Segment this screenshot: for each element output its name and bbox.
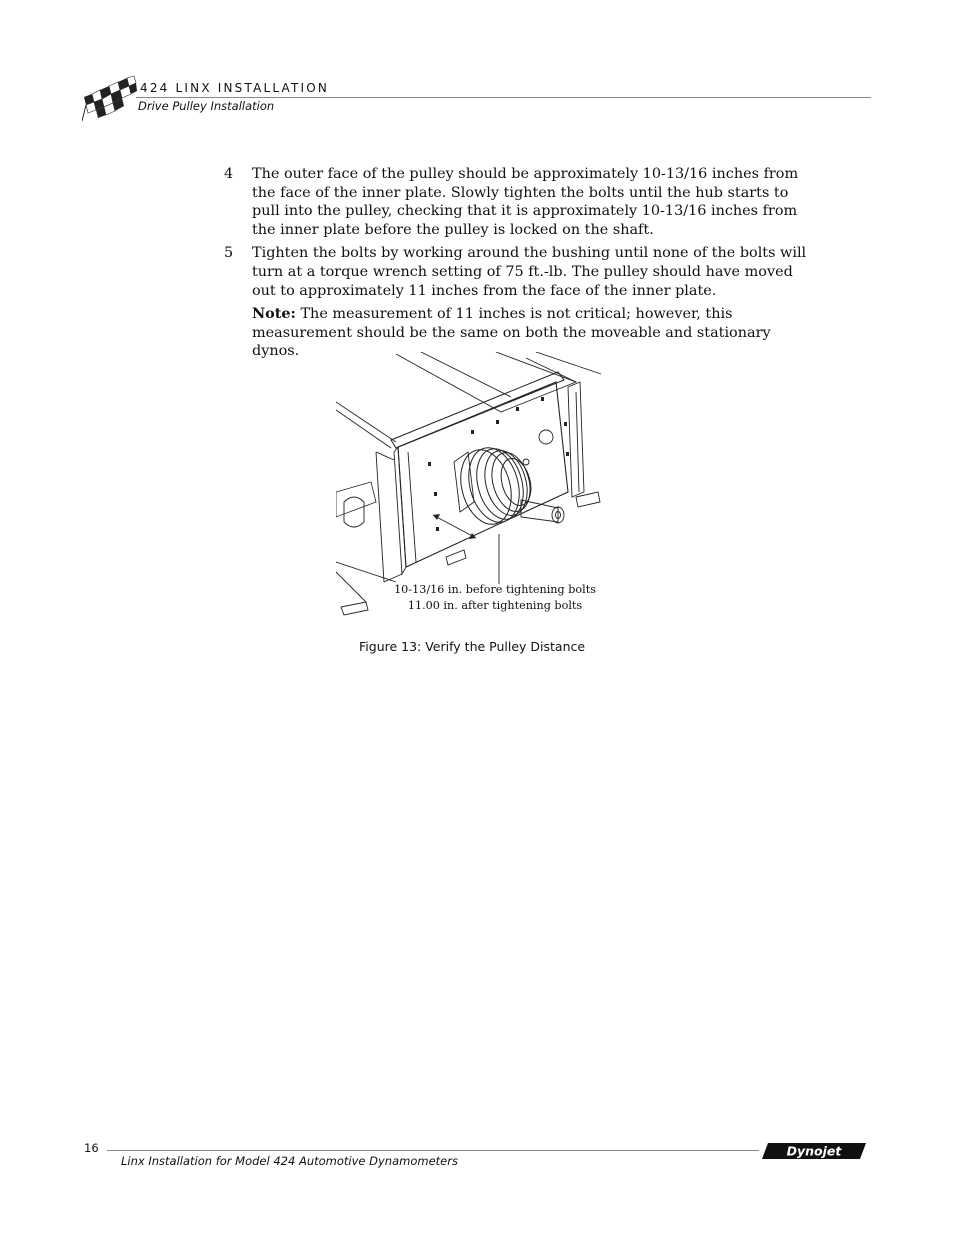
figure-caption: Figure 13: Verify the Pulley Distance: [359, 639, 586, 654]
figure-callout-after: 11.00 in. after tightening bolts: [407, 599, 583, 612]
footer-text: Linx Installation for Model 424 Automotive Dynamometers: [121, 1154, 458, 1168]
checkered-flag-logo: [82, 75, 138, 121]
page-number: 16: [84, 1141, 99, 1155]
step-number: 4: [224, 166, 234, 182]
footer-rule: [107, 1150, 759, 1151]
figure-callout-before: 10-13/16 in. before tightening bolts: [394, 583, 596, 596]
dynojet-logo: [762, 1142, 866, 1160]
step-number: 5: [224, 245, 234, 262]
note-label: Note:: [252, 305, 296, 323]
header-title: 424 LINX INSTALLATION: [140, 81, 330, 95]
step-5: [224, 244, 819, 300]
step-text: The outer face of the pulley should be approximately 10-13/16 inches from the face of the inner plate. Slowly tighten the bolts until the hub starts to pull into the pulley, checking that it is approximately 10-13/16 inches from the inner plate before the pulley is locked on the shaft.: [252, 166, 799, 238]
step-text: Tighten the bolts by working around the bushing until none of the bolts will turn at a torque wrench setting of 75 ft.-lb. The pulley should have moved out to approximately 11 inches from the face of the inner plate.: [252, 245, 807, 299]
pulley-assembly-drawing: [336, 352, 606, 620]
header-subtitle: Drive Pulley Installation: [138, 99, 275, 113]
note-text: The measurement of 11 inches is not critical; however, this measurement should be the same on both the moveable and stationary dynos.: [252, 306, 771, 360]
instruction-steps: [224, 165, 819, 361]
step-4: [224, 165, 819, 239]
header-rule: [136, 97, 871, 98]
logo-text: Dynojet: [786, 1143, 842, 1159]
